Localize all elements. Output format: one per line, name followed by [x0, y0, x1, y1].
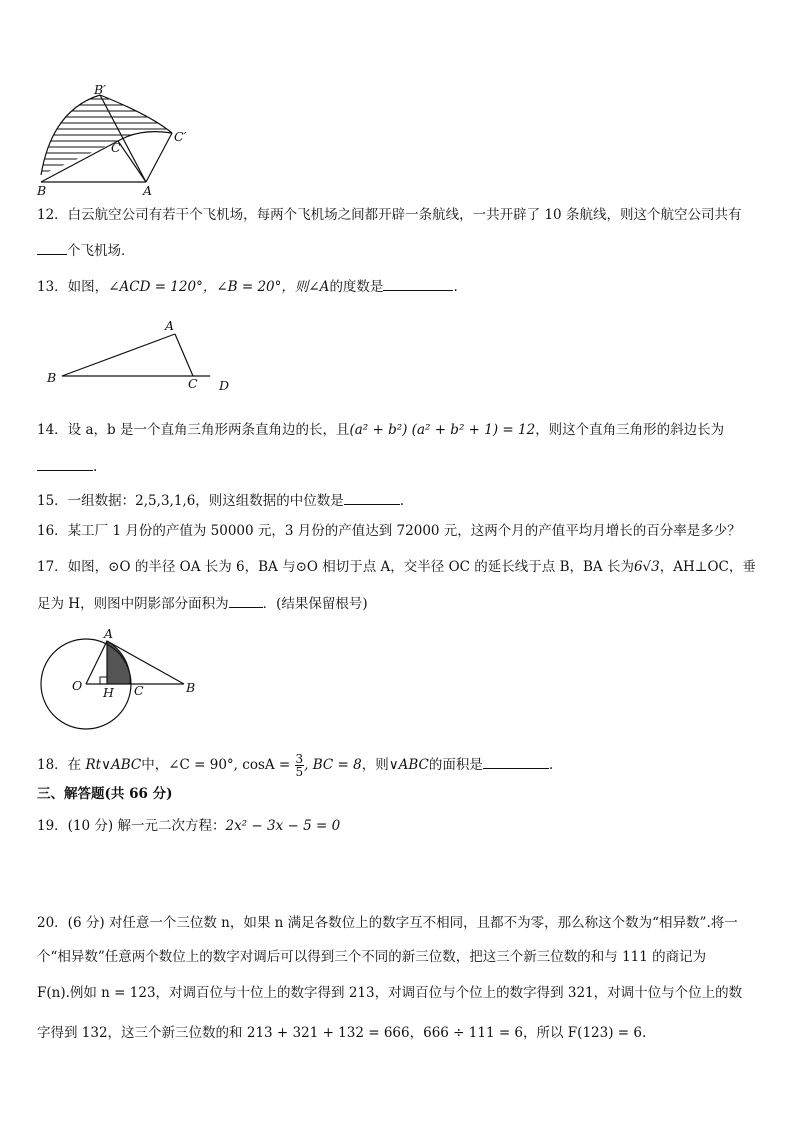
section-3-title: 三、解答题(共 66 分): [37, 786, 173, 802]
q18-fraction: [295, 753, 305, 778]
label-b-prime: B′: [94, 82, 107, 97]
q18-prefix: 18．在: [37, 757, 82, 773]
q20-line1: 20．(6 分) 对任意一个三位数 n，如果 n 满足各数位上的数字互不相同，且都不为零，那么称这个数为“相异数”.将一: [37, 915, 738, 931]
label-b: B: [37, 183, 47, 198]
q12-line1: 12．白云航空公司有若干个飞机场，每两个飞机场之间都开辟一条航线，一共开辟了 10 条航线，则这个航空公司共有: [37, 207, 742, 223]
q17-line1-text: 17．如图，⊙O 的半径 OA 长为 6，BA 与⊙O 相切于点 A，交半径 OC 的延长线于点 B，BA 长为: [37, 559, 634, 575]
q13-label-d: D: [219, 378, 230, 393]
q13-label-a: A: [165, 318, 175, 333]
q17-length-value: 6√3: [633, 559, 660, 575]
q19-text: 19．(10 分) 解一元二次方程：: [37, 818, 226, 834]
q18-answer-blank: [483, 754, 549, 769]
q14-text1: 14．设 a，b 是一个直角三角形两条直角边的长，且: [37, 422, 350, 438]
q19-equation: 2x² − 3x − 5 = 0: [225, 818, 341, 834]
q18-end: .: [548, 757, 554, 773]
label-a: A: [143, 183, 153, 198]
q15-end: .: [399, 493, 405, 509]
q13-math: ∠ACD = 120°，∠B = 20°，则∠A: [108, 279, 330, 295]
q17-label-h: H: [103, 685, 114, 700]
q14-end: .: [93, 459, 98, 475]
q15-text: 15．一组数据：2,5,3,1,6，则这组数据的中位数是: [37, 493, 344, 509]
q13-label-b: B: [47, 370, 57, 385]
q17-label-b: B: [186, 680, 196, 695]
q20-line2: 个“相异数”任意两个数位上的数字对调后可以得到三个不同的新三位数，把这三个新三位数的和与 111 的商记为: [37, 949, 707, 965]
q18-after-fraction: , BC = 8: [304, 757, 362, 773]
q14-text2: ，则这个直角三角形的斜边长为: [535, 422, 725, 438]
q17-label-a: A: [104, 626, 114, 641]
q18-fraction-denominator: 5: [295, 765, 304, 779]
q12-line2-text: 个飞机场．: [67, 243, 135, 259]
q18-text3: 的面积是: [428, 757, 483, 773]
label-c: C: [111, 140, 121, 155]
q18-text2: ，则: [361, 757, 389, 773]
q17-label-o: O: [72, 678, 83, 693]
q13-label-c: C: [188, 376, 198, 391]
q18-triangle-2: ∨ABC: [388, 757, 429, 773]
q14-math: (a² + b²) (a² + b² + 1) = 12: [349, 422, 536, 438]
q13-end: .: [453, 279, 458, 295]
q19-line: [37, 817, 340, 835]
q18-fraction-numerator: 3: [295, 752, 304, 766]
label-c-prime: C′: [174, 129, 187, 144]
q17-label-c: C: [134, 683, 144, 698]
q17-line1-tail: ，AH⊥OC，垂: [659, 559, 756, 575]
q20-line4: 字得到 132，这三个新三位数的和 213 + 321 + 132 = 666，666 ÷ 111 = 6，所以 F(123) = 6.: [37, 1025, 647, 1041]
q18-line: [37, 753, 553, 778]
q17-line2-a: 足为 H，则图中阴影部分面积为: [37, 596, 229, 612]
q20-line3: F(n).例如 n = 123，对调百位与十位上的数字得到 213，对调百位与个位上的数字得到 321，对调十位与个位上的数: [37, 985, 743, 1001]
q13-prefix: 13．如图，: [37, 279, 109, 295]
q18-triangle: Rt∨ABC: [85, 757, 142, 773]
q18-mid: 中，∠C = 90°, cosA =: [141, 757, 291, 773]
q16-line: 16．某工厂 1 月份的产值为 50000 元，3 月份的产值达到 72000 元，这两个月的产值平均月增长的百分率是多少？: [37, 523, 741, 539]
q13-suffix: 的度数是: [329, 279, 384, 295]
q17-line2-b: ．(结果保留根号): [262, 596, 368, 612]
